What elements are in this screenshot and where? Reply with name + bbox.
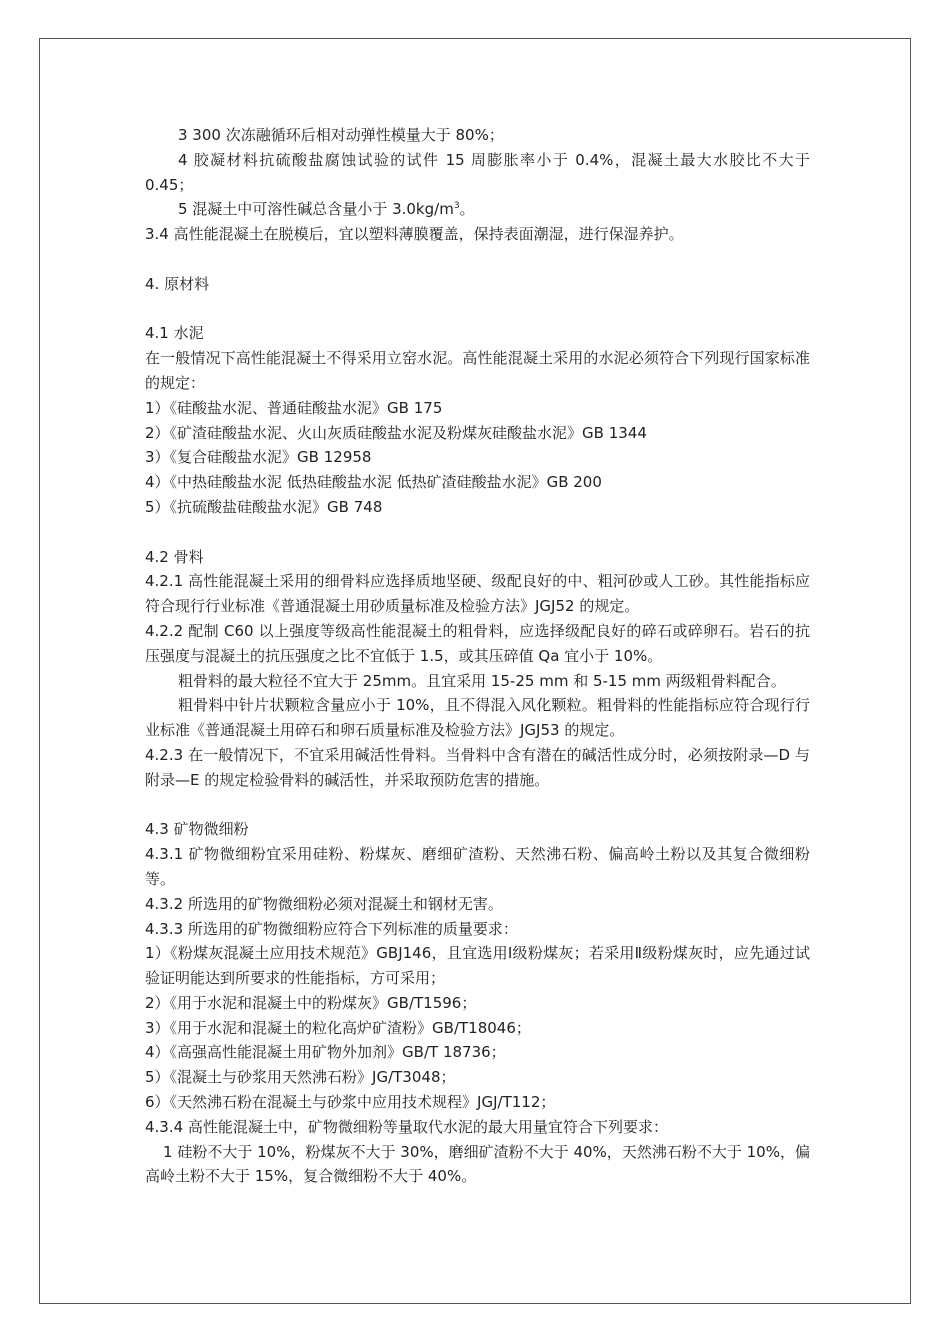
cement-standard-4: 4）《中热硅酸盐水泥 低热硅酸盐水泥 低热矿渣硅酸盐水泥》GB 200 xyxy=(145,473,602,492)
item-3-300-freeze-thaw: 3 300 次冻融循环后相对动弹性模量大于 80%； xyxy=(178,126,504,144)
clause-4-2-3: 4.2.3 在一般情况下，不宜采用碱活性骨料。当骨料中含有潜在的碱活性成分时，必须按附录—D 与附录—E 的规定检验骨料的碱活性，并采取预防危害的措施。 xyxy=(145,745,810,789)
superscript-3: 3 xyxy=(453,201,460,212)
section-4-heading: 4. 原材料 xyxy=(145,274,210,293)
cement-standard-5: 5）《抗硫酸盐硅酸盐水泥》GB 748 xyxy=(145,497,383,516)
clause-4-3-3: 4.3.3 所选用的矿物微细粉应符合下列标准的质量要求： xyxy=(145,919,518,938)
mineral-standard-6: 6）《天然沸石粉在混凝土与砂浆中应用技术规程》JGJ/T112； xyxy=(145,1093,556,1112)
cement-intro: 在一般情况下高性能混凝土不得采用立窑水泥。高性能混凝土采用的水泥必须符合下列现行国家标准的规定： xyxy=(145,349,810,392)
clause-4-3-2: 4.3.2 所选用的矿物微细粉必须对混凝土和钢材无害。 xyxy=(145,894,503,913)
document-body xyxy=(145,123,810,1189)
section-4-1-heading: 4.1 水泥 xyxy=(145,324,204,343)
alkali-text: 5 混凝土中可溶性碱总含量小于 3.0kg/m xyxy=(178,200,454,219)
clause-4-3-4: 4.3.4 高性能混凝土中，矿物微细粉等量取代水泥的最大用量宜符合下列要求： xyxy=(145,1117,668,1136)
section-4-2-heading: 4.2 骨料 xyxy=(145,547,204,566)
clause-4-3-1: 4.3.1 矿物微细粉宜采用硅粉、粉煤灰、磨细矿渣粉、天然沸石粉、偏高岭土粉以及其复合微细粉等。 xyxy=(145,845,810,888)
replacement-limits: 1 硅粉不大于 10%，粉煤灰不大于 30%，磨细矿渣粉不大于 40%，天然沸石粉不大于 10%，偏高岭土粉不大于 15%，复合微细粉不大于 40%。 xyxy=(145,1142,810,1186)
clause-3-4: 3.4 高性能混凝土在脱模后，宜以塑料薄膜覆盖，保持表面潮湿，进行保湿养护。 xyxy=(145,225,684,244)
clause-4-2-2: 4.2.2 配制 C60 以上强度等级高性能混凝土的粗骨料，应选择级配良好的碎石或碎卵石。岩石的抗压强度与混凝土的抗压强度之比不宜低于 1.5，或其压碎值 Qa 宜小于 10%。 xyxy=(145,621,810,665)
mineral-standard-2: 2）《用于水泥和混凝土中的粉煤灰》GB/T1596； xyxy=(145,993,477,1012)
cement-standard-2: 2）《矿渣硅酸盐水泥、火山灰质硅酸盐水泥及粉煤灰硅酸盐水泥》GB 1344 xyxy=(145,423,647,442)
mineral-standard-1: 1）《粉煤灰混凝土应用技术规范》GBJ146，且宜选用Ⅰ级粉煤灰；若采用Ⅱ级粉煤灰时，应先通过试验证明能达到所要求的性能指标，方可采用； xyxy=(145,944,810,988)
item-4-sulfate-resistance: 4 胶凝材料抗硫酸盐腐蚀试验的试件 15 周膨胀率小于 0.4%，混凝土最大水胶比不大于 0.45； xyxy=(145,150,810,194)
mineral-standard-3: 3）《用于水泥和混凝土的粒化高炉矿渣粉》GB/T18046； xyxy=(145,1018,531,1037)
mineral-standard-4: 4）《高强高性能混凝土用矿物外加剂》GB/T 18736； xyxy=(145,1043,506,1062)
cement-standard-1: 1）《硅酸盐水泥、普通硅酸盐水泥》GB 175 xyxy=(145,398,443,417)
coarse-aggregate-flaky: 粗骨料中针片状颗粒含量应小于 10%，且不得混入风化颗粒。粗骨料的性能指标应符合现行行业标准《普通混凝土用碎石和卵石质量标准及检验方法》JGJ53 的规定。 xyxy=(145,696,810,740)
cement-standard-3: 3）《复合硅酸盐水泥》GB 12958 xyxy=(145,448,372,467)
alkali-text-end: 。 xyxy=(459,200,475,219)
mineral-standard-5: 5）《混凝土与砂浆用天然沸石粉》JG/T3048； xyxy=(145,1068,456,1087)
section-4-3-heading: 4.3 矿物微细粉 xyxy=(145,820,249,839)
coarse-aggregate-size: 粗骨料的最大粒径不宜大于 25mm。且宜采用 15-25 mm 和 5-15 mm 两级粗骨料配合。 xyxy=(178,671,786,690)
item-5-alkali-content xyxy=(145,197,810,222)
clause-4-2-1: 4.2.1 高性能混凝土采用的细骨料应选择质地坚硬、级配良好的中、粗河砂或人工砂。其性能指标应符合现行行业标准《普通混凝土用砂质量标准及检验方法》JGJ52 的规定。 xyxy=(145,572,810,616)
